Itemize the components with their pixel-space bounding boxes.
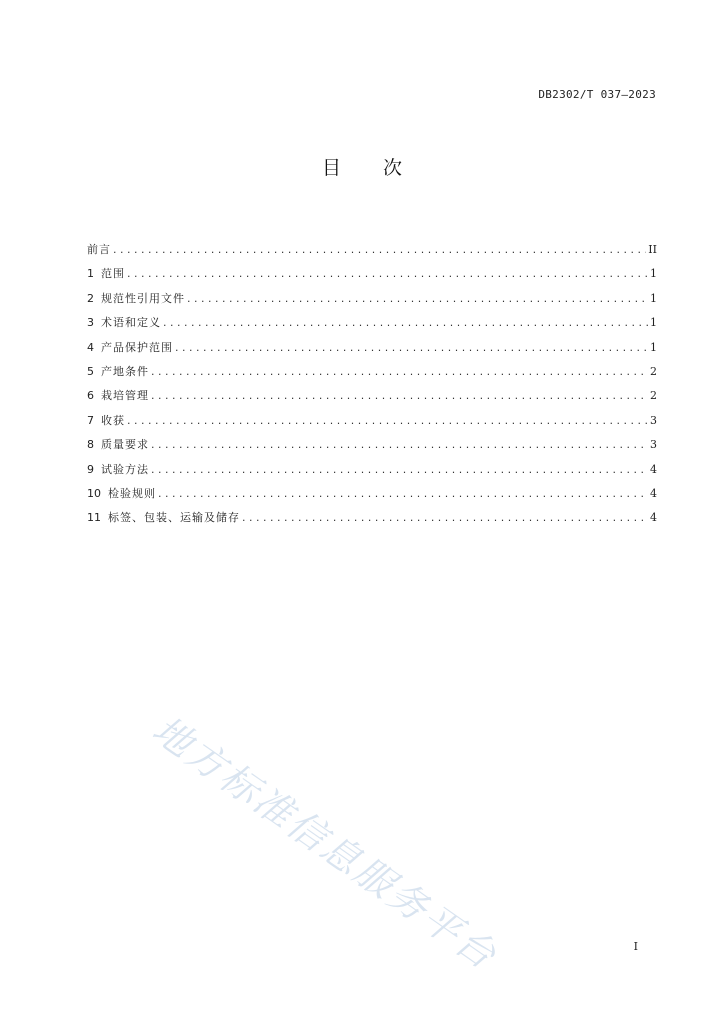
dot-leader [158, 484, 648, 504]
toc-number: 4 [87, 340, 101, 354]
toc-number: 10 [87, 486, 108, 500]
toc-number: 2 [87, 291, 101, 305]
dot-leader [127, 264, 648, 284]
toc-page-number: 1 [650, 316, 657, 330]
table-of-contents [87, 240, 657, 533]
toc-entry-scope[interactable] [87, 264, 657, 288]
dot-leader [163, 313, 648, 333]
toc-page-number: 4 [650, 511, 657, 525]
watermark: 地方标准信息服务平台 [144, 707, 506, 979]
toc-entry-origin-conditions[interactable] [87, 362, 657, 386]
dot-leader [151, 362, 648, 382]
toc-number: 6 [87, 389, 101, 403]
toc-page-number: 2 [650, 389, 657, 403]
toc-entry-harvest[interactable] [87, 411, 657, 435]
toc-entry-test-methods[interactable] [87, 460, 657, 484]
toc-entry-protection-scope[interactable] [87, 338, 657, 362]
toc-label: 术语和定义 [101, 316, 161, 330]
toc-label: 标签、包装、运输及储存 [108, 511, 240, 525]
toc-page-number: 3 [650, 438, 657, 452]
toc-label: 产品保护范围 [101, 340, 173, 354]
toc-entry-labeling-packaging[interactable] [87, 508, 657, 532]
toc-number: 7 [87, 413, 101, 427]
toc-entry-quality-requirements[interactable] [87, 435, 657, 459]
toc-entry-normative-references[interactable] [87, 289, 657, 313]
dot-leader [113, 240, 646, 260]
toc-page-number: 4 [650, 462, 657, 476]
page-title: 目 次 [321, 157, 403, 179]
dot-leader [151, 386, 648, 406]
toc-label: 范围 [101, 267, 125, 281]
dot-leader [151, 460, 648, 480]
toc-entry-terms-definitions[interactable] [87, 313, 657, 337]
toc-entry-inspection-rules[interactable] [87, 484, 657, 508]
toc-number: 5 [87, 364, 101, 378]
document-code: DB2302/T 037—2023 [538, 88, 656, 101]
toc-page-number: 4 [650, 486, 657, 500]
dot-leader [187, 289, 648, 309]
toc-label: 检验规则 [108, 486, 156, 500]
toc-number: 9 [87, 462, 101, 476]
page-number: I [633, 940, 638, 953]
dot-leader [127, 411, 648, 431]
toc-page-number: 1 [650, 291, 657, 305]
toc-label: 产地条件 [101, 364, 149, 378]
toc-label: 试验方法 [101, 462, 149, 476]
toc-label: 栽培管理 [101, 389, 149, 403]
toc-page-number: II [648, 243, 657, 256]
dot-leader [175, 338, 648, 358]
toc-page-number: 1 [650, 267, 657, 281]
toc-label: 质量要求 [101, 438, 149, 452]
toc-label: 规范性引用文件 [101, 291, 185, 305]
toc-entry-foreword[interactable] [87, 240, 657, 264]
dot-leader [242, 508, 648, 528]
toc-entry-cultivation[interactable] [87, 386, 657, 410]
dot-leader [151, 435, 648, 455]
toc-number: 8 [87, 438, 101, 452]
toc-number: 1 [87, 267, 101, 281]
toc-label: 前言 [87, 243, 111, 256]
toc-label: 收获 [101, 413, 125, 427]
toc-number: 3 [87, 316, 101, 330]
toc-page-number: 2 [650, 364, 657, 378]
toc-page-number: 3 [650, 413, 657, 427]
toc-number: 11 [87, 511, 108, 525]
toc-page-number: 1 [650, 340, 657, 354]
